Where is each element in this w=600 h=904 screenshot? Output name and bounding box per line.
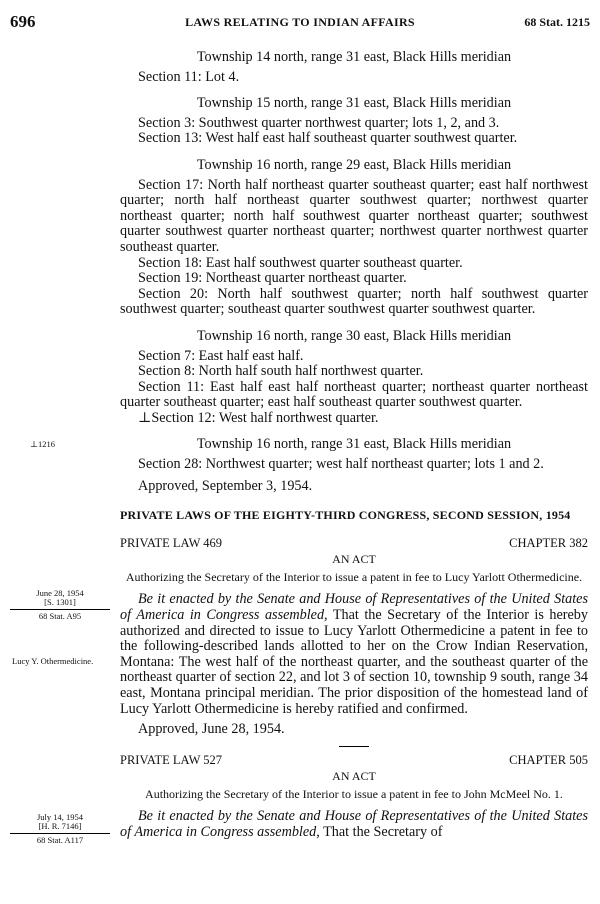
law469-title: Authorizing the Secretary of the Interior to issue a patent in fee to Lucy Yarlott Othermedicine. bbox=[125, 570, 583, 585]
separator-rule bbox=[339, 746, 369, 747]
law469-label: PRIVATE LAW 469 bbox=[120, 535, 223, 550]
page-header bbox=[10, 12, 590, 32]
section-paragraph: Section 11: East half east half northeast quarter; northeast quarter northeast quarter southeast quarter; east half southeast quarter southwest quarter. bbox=[120, 378, 588, 411]
page-number: 696 bbox=[10, 12, 36, 31]
law527-side-rule bbox=[10, 833, 110, 834]
law469-body bbox=[120, 592, 588, 717]
section-line: Section 3: Southwest quarter northwest quarter; lots 1, 2, and 3. bbox=[138, 114, 500, 131]
law469-approval: Approved, June 28, 1954. bbox=[138, 721, 285, 738]
section-line: Section 8: North half south half northwest quarter. bbox=[138, 363, 424, 380]
township-heading: Township 16 north, range 31 east, Black Hills meridian bbox=[196, 436, 512, 453]
private-laws-heading: PRIVATE LAWS OF THE EIGHTY-THIRD CONGRESS, SECOND SESSION, 1954 bbox=[120, 508, 571, 523]
section-line: Section 19: Northeast quarter northeast quarter. bbox=[138, 270, 407, 287]
law527-chapter: CHAPTER 505 bbox=[509, 752, 588, 767]
law527-side-stat: 68 Stat. A117 bbox=[36, 835, 84, 845]
section-line: Section 13: West half east half southeast quarter southwest quarter. bbox=[138, 130, 518, 147]
approval-date: Approved, September 3, 1954. bbox=[138, 477, 313, 494]
township-heading: Township 14 north, range 31 east, Black Hills meridian bbox=[196, 49, 512, 65]
law469-side-bill: [S. 1301] bbox=[44, 597, 76, 607]
law469-side-rule bbox=[10, 609, 110, 610]
stat-reference: 68 Stat. 1215 bbox=[524, 15, 590, 29]
law527-label: PRIVATE LAW 527 bbox=[120, 752, 223, 767]
township-heading: Township 16 north, range 29 east, Black Hills meridian bbox=[196, 156, 512, 173]
law469-an-act: AN ACT bbox=[332, 551, 376, 566]
section-paragraph: Section 20: North half southwest quarter; north half southwest quarter southwest quarter; southeast quarter southwest quarter southwest quarter. bbox=[120, 285, 588, 318]
running-title: LAWS RELATING TO INDIAN AFFAIRS bbox=[185, 15, 415, 29]
margin-page-marker: ⊥1216 bbox=[30, 439, 55, 449]
law469-side-date: June 28, 1954 bbox=[36, 588, 84, 598]
law527-title: Authorizing the Secretary of the Interior to issue a patent in fee to John McMeel No. 1. bbox=[145, 787, 563, 802]
township-heading: Township 16 north, range 30 east, Black Hills meridian bbox=[196, 327, 512, 344]
law469-body-text: That the Secretary of the Interior is hereby authorized and directed to issue to Lucy Yarlott Othermedicine a patent in fee to the following-described lands allotted to her on the Crow Indian Reservation, Montana: The west half of the northeast quarter, and the southeast quarter of the northeast quarter of section 22, and lot 3 of section 10, township 9 south, range 34 east, Montana principal meridian. The prior disposition of the homestead land of Lucy Yarlott Othermedicine is hereby ratified and confirmed. bbox=[120, 607, 588, 717]
law527-side-date: July 14, 1954 bbox=[36, 812, 84, 822]
law527-heading bbox=[120, 753, 588, 769]
law469-side-stat: 68 Stat. A95 bbox=[38, 611, 82, 621]
section-line: Section 7: East half east half. bbox=[138, 347, 304, 364]
section-line: Section 18: East half southwest quarter southeast quarter. bbox=[138, 254, 463, 271]
enacting-clause: Be it enacted by the Senate and House of Representatives of the United States of America in Congress assembled, bbox=[120, 808, 588, 840]
township-heading: Township 15 north, range 31 east, Black Hills meridian bbox=[196, 95, 512, 112]
law527-body bbox=[120, 809, 588, 840]
law469-heading bbox=[120, 536, 588, 552]
section-paragraph: Section 17: North half northeast quarter southeast quarter; east half northwest quarter; north half northeast quarter southwest quarter; northwest quarter northeast quarter; north half southwest quarter northeast quarter; southwest quarter southwest quarter northeast quarter; northwest quarter northwest quarter southeast quarter. bbox=[120, 176, 588, 255]
section-line: ⊥Section 12: West half northwest quarter. bbox=[138, 409, 379, 426]
section-line: Section 11: Lot 4. bbox=[138, 68, 240, 85]
main-text bbox=[120, 50, 588, 841]
law527-an-act: AN ACT bbox=[332, 768, 376, 783]
law469-side-name: Lucy Y. Othermedicine. bbox=[12, 656, 94, 666]
enacting-clause: Be it enacted by the Senate and House of Representatives of the United States of America in Congress assembled, bbox=[120, 591, 588, 624]
law527-side-bill: [H. R. 7146] bbox=[38, 821, 82, 831]
law527-body-text: That the Secretary of bbox=[319, 823, 443, 840]
section-paragraph: Section 28: Northwest quarter; west half northeast quarter; lots 1 and 2. bbox=[138, 456, 544, 473]
law469-chapter: CHAPTER 382 bbox=[509, 535, 588, 550]
